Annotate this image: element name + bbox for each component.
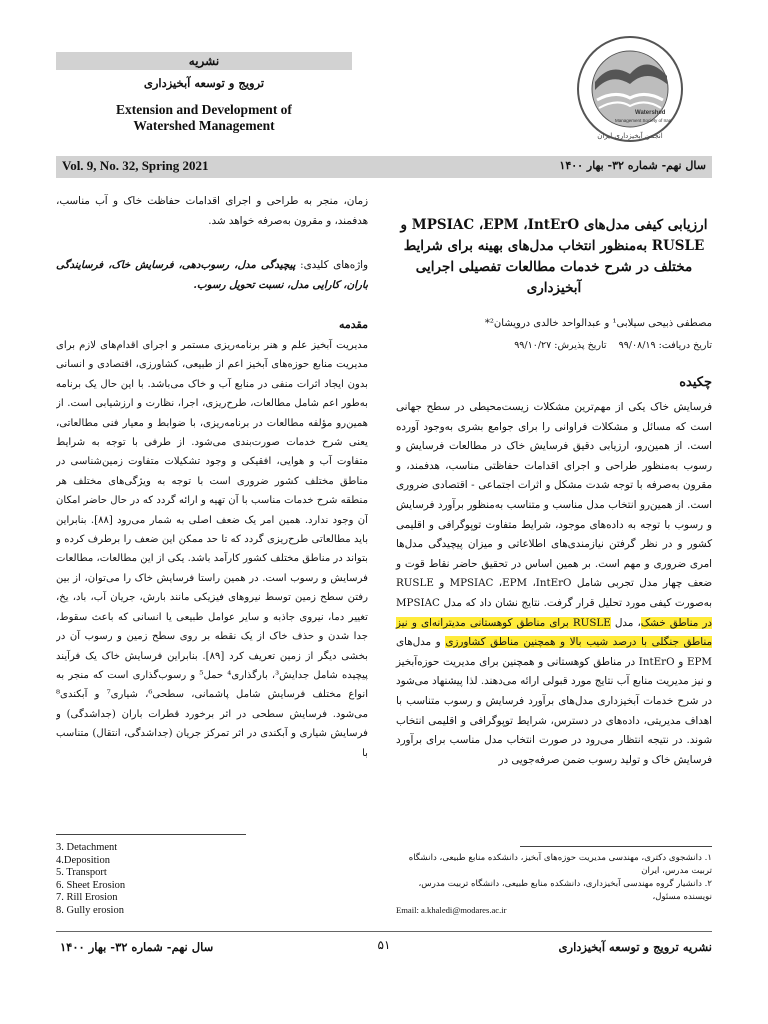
- footnotes-en: [56, 842, 236, 917]
- page-number: ۵۱: [377, 938, 391, 952]
- article-dates: [396, 340, 712, 351]
- journal-title-fa: ترویج و توسعه آبخیزداری: [143, 76, 265, 90]
- abstract-text-mid: ، مدل: [610, 616, 641, 629]
- footnote-en-3: 3. Detachment: [56, 842, 118, 853]
- received-date: تاریخ دریافت: ۹۹/۰۸/۱۹: [618, 340, 712, 351]
- footnote-rule-left: [56, 834, 246, 835]
- abstract-continuation: زمان، منجر به طراحی و اجرای اقدامات حفاظت خاک و آب مناسب، هدفمند، و مقرون به‌صرفه خواهد شد.: [56, 195, 368, 227]
- article-title: ارزیابی کیفی مدل‌های MPSIAC ،EPM ،IntErO و RUSLE به‌منظور انتخاب مدل‌های بهینه برای شرایط مختلف در شرح خدمات مطالعات تفصیلی اجرایی آبخیزداری: [400, 217, 708, 296]
- journal-title-en: [56, 102, 352, 134]
- abstract-highlight-2: RUSLE برای مناطق کوهستانی مدیترانه‌ای و نیز مناطق جنگلی با درصد شیب بالا و همچنین مناطق کشاورزی: [396, 616, 713, 649]
- abstract-heading: چکیده: [679, 375, 712, 390]
- footer-rule: [56, 931, 712, 932]
- volume-fa: سال نهم- شماره ۳۲- بهار ۱۴۰۰: [559, 159, 706, 172]
- author-email: Email: a.khaledi@modares.ac.ir: [396, 905, 507, 915]
- keywords-list: پیچیدگی مدل، رسوب‌دهی، فرسایش خاک، فرسایندگی باران، کارایی مدل، نسبت تحویل رسوب.: [56, 259, 368, 291]
- keywords-label: واژه‌های کلیدی:: [295, 259, 369, 271]
- journal-title-en-line2: Watershed Management: [133, 118, 275, 133]
- intro-heading: مقدمه: [338, 318, 368, 331]
- footnote-en-8: 8. Gully erosion: [56, 904, 124, 916]
- footnote-fa-2: ۲. دانشیار گروه مهندسی آبخیزداری، دانشکده منابع طبیعی، دانشگاه تربیت مدرس، نویسنده مسئول،: [418, 879, 712, 902]
- article-authors: مصطفی ذبیحی سیلابی¹ و عبدالواحد خالدی درویشان²*: [484, 318, 712, 329]
- footnote-rule-right: [520, 846, 712, 847]
- footnote-fa-1: ۱. دانشجوی دکتری، مهندسی مدیریت حوزه‌های آبخیز، دانشکده منابع طبیعی، دانشگاه تربیت مدرس، ایران: [408, 853, 712, 876]
- accepted-date: تاریخ پذیرش: ۹۹/۱۰/۲۷: [514, 340, 607, 351]
- logo-text-en-1: Watershed: [635, 110, 666, 116]
- abstract-text-1: فرسایش خاک یکی از مهم‌ترین مشکلات زیست‌محیطی در سطح جهانی است که مسائل و مشکلات فراوانی را برای جوامع بشری به‌وجود آورده است. از همین‌رو، ارزیابی دقیق فرسایش خاک در مطالعات فرسایش و رسوب به‌منظور طراحی و اجرای اقدامات حفاظتی مناسب، هدفمند، و مقرون به‌صرفه با توجه شدت مشکل و اثرات اجتماعی - اقتصادی ضروری است. از همین‌رو انتخاب مدل مناسب و متناسب به‌منظور برآورد فرسایش و رسوب با توجه به داده‌های موجود، شرایط متفاوت توپوگرافی و اقلیمی کشور و در نظر گرفتن نیازمندی‌های اطلاعاتی و میزان پیچیدگی مدل‌ها امری ضروری و مهم است. بر همین اساس در تحقیق حاضر نقاط قوت و ضعف چهار مدل تجربی شامل MPSIAC ،EPM ،IntErO و RUSLE به‌صورت کیفی مورد تحلیل قرار گرفت. نتایج نشان داد که مدل MPSIAC: [396, 401, 712, 609]
- journal-label-bar: [56, 52, 352, 70]
- abstract-text-2: و مدل‌های EPM و IntErO در مناطق کوهستانی و همچنین برای مدیریت حوزه‌آبخیز و نیز مدیریت منابع آب نتایج مورد قبولی ارائه می‌دهند. لذا پیشنهاد می‌شود در شرح خدمات آبخیزداری مدل‌های برآورد فرسایش و رسوب متناسب با اهداف مدیریتی، داده‌های در دسترس، شرایط توپوگرافی و اقلیمی انتخاب شوند. در نتیجه انتظار می‌رود در صورت انتخاب مدل مناسب برای برآورد فرسایش خاک و تولید رسوب ضمن صرفه‌جویی در: [396, 636, 712, 766]
- footer-journal: نشریه ترویج و توسعه آبخیزداری: [558, 940, 712, 954]
- watershed-society-logo-icon: [575, 34, 685, 144]
- footnote-en-4: 4.Deposition: [56, 854, 110, 866]
- footnote-en-5: 5. Transport: [56, 867, 107, 878]
- footer-issue: سال نهم- شماره ۳۲- بهار ۱۴۰۰: [60, 940, 214, 954]
- intro-body: مدیریت آبخیز علم و هنر برنامه‌ریزی مستمر و اجرای اقدام‌های لازم برای مدیریت منابع حوزه‌های آبخیز اعم از طبیعی، کشاورزی، اقتصادی و انسانی بدون ایجاد اثرات منفی در منابع آب و خاک می‌باشد. با این حال یک برنامه به‌طور اعم شامل مطالعات، طرح‌ریزی، اجرا، نظارت و ارزشیابی است. از همین‌رو مؤلفه مطالعات در برنامه‌ریزی، با ضوابط و معیار فنی مطالعاتی، یعنی شرح خدمات صورت‌بندی می‌شود. از طرفی با توجه به شرایط متفاوت آب و هوایی، افقیکی و وجود تشکیلات متفاوت زمین‌شناسی در مناطق مختلف کشور ضروری است با توجه به ویژگی‌های مختلف هر منطقه شرح خدمات مناسب با آن تهیه و ارائه گردد که در حال حاضر امکان آن وجود ندارد. همین امر یک ضعف اصلی به شمار می‌رود [۸۸]. بنابراین باید مطالعاتی طرح‌ریزی گردد که تا حد ممکن این ضعف را برطرف کرده و بتواند در مناطق مختلف کشور کارآمد باشد. یکی از این مطالعات، مطالعات فرسایش و رسوب است. در همین راستا فرسایش خاک را می‌توان، از بین رفتن سطح زمین توسط نیروهای فیزیکی مانند بارش، جریان آب، باد، یخ، تغییر دما، نیروی جاذبه و سایر عوامل طبیعی یا انسانی که باعث سقوط، جدا شدن و حذف خاک از یک نقطه بر روی سطح زمین و رسوب آن در بخشی دیگر از زمین تعریف کرد [۸۹]. بنابراین فرسایش خاک یک فرآیند پیچیده شامل جدایش³، بارگذاری⁴ حمل⁵ و رسوب‌گذاری است که منجر به انواع مختلف فرسایش شامل پاشمانی، سطحی⁶، شیاری⁷ و آبکندی⁸ می‌شود. فرسایش سطحی در اثر برخورد قطرات باران (جداشدگی) و فرسایش شیاری و آبکندی در اثر تمرکز جریان (جداشدگی، انتقال) متناسب با: [56, 340, 368, 759]
- footnote-en-6: 6. Sheet Erosion: [56, 879, 126, 891]
- logo-text-en-2: Management Society of Iran: [615, 118, 672, 123]
- footnote-en-7: 7. Rill Erosion: [56, 892, 118, 903]
- footnotes-fa: [396, 852, 712, 917]
- volume-en: Vol. 9, No. 32, Spring 2021: [62, 158, 209, 173]
- keywords: [56, 256, 368, 295]
- journal-label: نشریه: [188, 54, 220, 68]
- journal-title-en-line1: Extension and Development of: [116, 102, 292, 117]
- logo-text-fa: انجمن آبخیزداری ایران: [597, 132, 663, 140]
- abstract-highlight-1: در مناطق خشک: [640, 616, 712, 629]
- abstract-body: [396, 398, 712, 770]
- issue-info-bar: [56, 156, 712, 178]
